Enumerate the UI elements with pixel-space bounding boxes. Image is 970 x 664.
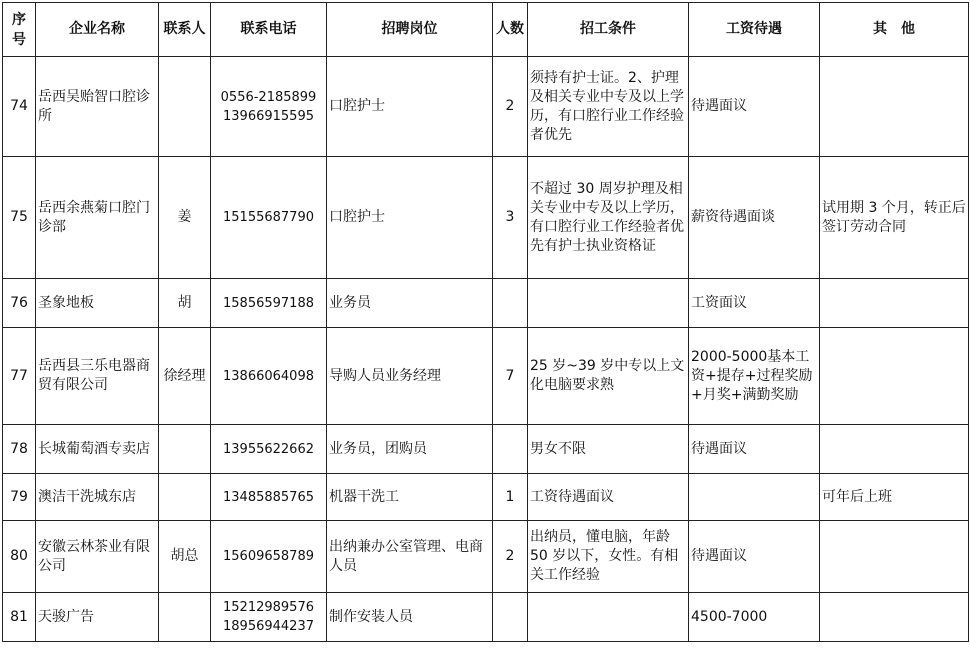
header-no-bottom: 号 — [12, 31, 26, 48]
table-row — [3, 425, 969, 474]
cell-count — [493, 279, 528, 328]
cell-count: 3 — [493, 157, 528, 279]
header-contact: 联系人 — [159, 3, 211, 57]
cell-count: 2 — [493, 57, 528, 157]
cell-count — [493, 593, 528, 642]
table-row — [3, 328, 969, 425]
cell-other: 可年后上班 — [820, 474, 969, 521]
cell-conditions — [528, 593, 689, 642]
cell-contact: 胡总 — [159, 521, 211, 593]
cell-phone: 13485885765 — [211, 474, 327, 521]
cell-salary: 待遇面议 — [689, 521, 820, 593]
phone-1: 0556-2185899 — [220, 89, 317, 105]
cell-position: 导购人员业务经理 — [327, 328, 493, 425]
cell-contact: 胡 — [159, 279, 211, 328]
cell-contact — [159, 425, 211, 474]
cell-phone: 15609658789 — [211, 521, 327, 593]
cell-company: 岳西吴贻智口腔诊所 — [36, 57, 159, 157]
cell-phone: 15856597188 — [211, 279, 327, 328]
cell-phone — [211, 57, 327, 157]
cell-position: 业务员 — [327, 279, 493, 328]
phone-2: 18956944237 — [223, 619, 314, 634]
cell-salary: 工资面议 — [689, 279, 820, 328]
cell-other — [820, 328, 969, 425]
cell-conditions: 须持有护士证。2、护理及相关专业中专及以上学历，有口腔行业工作经验者优先 — [528, 57, 689, 157]
cell-position: 机器干洗工 — [327, 474, 493, 521]
cell-contact: 徐经理 — [159, 328, 211, 425]
cell-conditions: 不超过 30 周岁护理及相关专业中专及以上学历，有口腔行业工作经验者优先有护士执业资格证 — [528, 157, 689, 279]
header-no-top: 序 — [12, 11, 26, 28]
header-phone: 联系电话 — [211, 3, 327, 57]
cell-contact: 姜 — [159, 157, 211, 279]
cell-other: 试用期 3 个月，转正后签订劳动合同 — [820, 157, 969, 279]
header-salary: 工资待遇 — [689, 3, 820, 57]
cell-company: 圣象地板 — [36, 279, 159, 328]
cell-salary: 2000-5000基本工资+提存+过程奖励+月奖+满勤奖励 — [689, 328, 820, 425]
cell-conditions — [528, 279, 689, 328]
cell-conditions: 男女不限 — [528, 425, 689, 474]
cell-conditions: 25 岁~39 岁中专以上文化电脑要求熟 — [528, 328, 689, 425]
cell-count: 1 — [493, 474, 528, 521]
header-conditions: 招工条件 — [528, 3, 689, 57]
cell-position: 口腔护士 — [327, 157, 493, 279]
table-row — [3, 57, 969, 157]
cell-no: 75 — [3, 157, 36, 279]
cell-company: 天骏广告 — [36, 593, 159, 642]
cell-no: 81 — [3, 593, 36, 642]
cell-company: 长城葡萄酒专卖店 — [36, 425, 159, 474]
cell-salary: 4500-7000 — [689, 593, 820, 642]
table-row — [3, 474, 969, 521]
header-row — [3, 3, 969, 57]
cell-count — [493, 425, 528, 474]
cell-no: 74 — [3, 57, 36, 157]
cell-salary: 薪资待遇面谈 — [689, 157, 820, 279]
cell-phone: 13866064098 — [211, 328, 327, 425]
cell-position: 制作安装人员 — [327, 593, 493, 642]
header-other: 其 他 — [820, 3, 969, 57]
header-company: 企业名称 — [36, 3, 159, 57]
cell-other — [820, 593, 969, 642]
cell-count: 2 — [493, 521, 528, 593]
cell-other — [820, 57, 969, 157]
cell-no: 80 — [3, 521, 36, 593]
cell-company: 澳洁干洗城东店 — [36, 474, 159, 521]
cell-phone — [211, 593, 327, 642]
cell-count: 7 — [493, 328, 528, 425]
phone-1: 15212989576 — [223, 600, 314, 615]
cell-salary — [689, 474, 820, 521]
cell-phone: 15155687790 — [211, 157, 327, 279]
cell-salary: 待遇面议 — [689, 425, 820, 474]
table-row — [3, 521, 969, 593]
cell-other — [820, 425, 969, 474]
cell-no: 79 — [3, 474, 36, 521]
cell-company: 岳西县三乐电器商贸有限公司 — [36, 328, 159, 425]
header-position: 招聘岗位 — [327, 3, 493, 57]
cell-company: 岳西余燕菊口腔门诊部 — [36, 157, 159, 279]
table-row — [3, 279, 969, 328]
cell-contact — [159, 474, 211, 521]
cell-conditions: 出纳员，懂电脑，年龄 50 岁以下，女性。有相关工作经验 — [528, 521, 689, 593]
cell-other — [820, 521, 969, 593]
cell-position: 业务员，团购员 — [327, 425, 493, 474]
recruitment-table — [2, 2, 969, 642]
cell-company: 安徽云林茶业有限公司 — [36, 521, 159, 593]
cell-phone: 13955622662 — [211, 425, 327, 474]
cell-other — [820, 279, 969, 328]
table-row — [3, 593, 969, 642]
cell-no: 78 — [3, 425, 36, 474]
cell-position: 口腔护士 — [327, 57, 493, 157]
header-no — [3, 3, 36, 57]
cell-no: 76 — [3, 279, 36, 328]
phone-2: 13966915595 — [223, 108, 314, 124]
cell-position: 出纳兼办公室管理、电商人员 — [327, 521, 493, 593]
cell-contact — [159, 593, 211, 642]
cell-conditions: 工资待遇面议 — [528, 474, 689, 521]
header-count: 人数 — [493, 3, 528, 57]
cell-no: 77 — [3, 328, 36, 425]
cell-contact — [159, 57, 211, 157]
table-row — [3, 157, 969, 279]
cell-salary: 待遇面议 — [689, 57, 820, 157]
